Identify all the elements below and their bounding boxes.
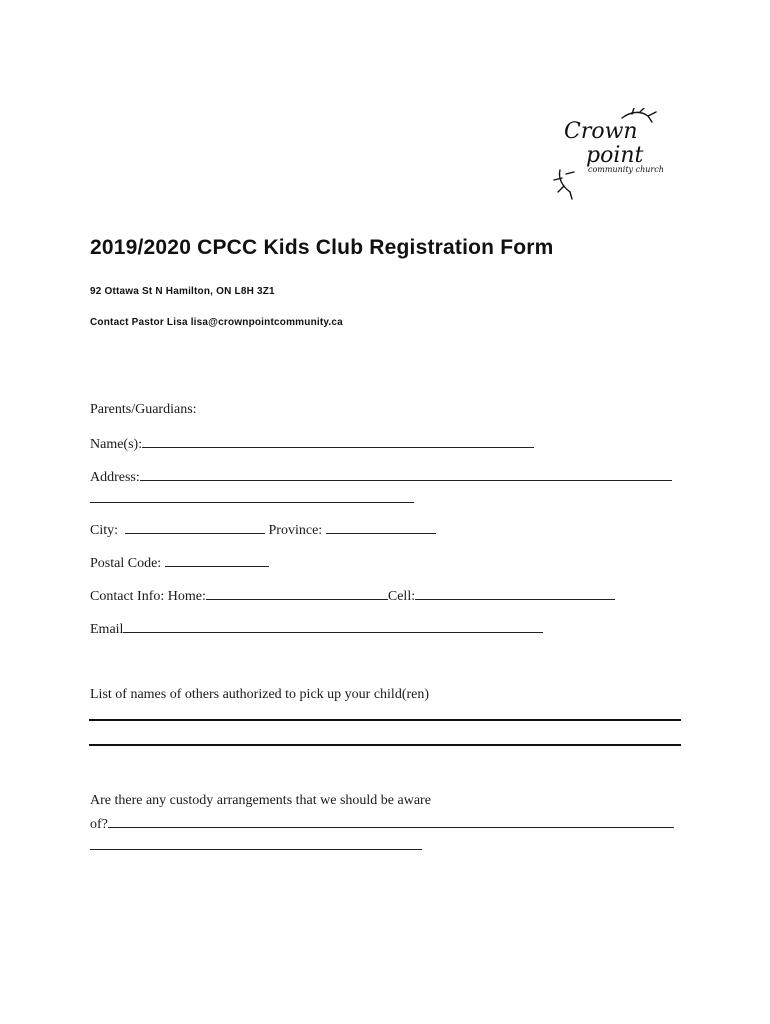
email-row: [90, 620, 543, 638]
form-title: 2019/2020 CPCC Kids Club Registration Form: [90, 236, 554, 259]
custody-row: [90, 815, 674, 833]
logo-text-crown: Crown: [564, 119, 638, 144]
church-contact: Contact Pastor Lisa lisa@crownpointcommunity.ca: [90, 317, 343, 328]
custody-question-line-2: of?: [90, 817, 108, 832]
postal-code-row: [90, 554, 269, 572]
cell-phone-input-line[interactable]: [415, 587, 615, 600]
names-label: Name(s):: [90, 437, 143, 452]
address-label: Address:: [90, 470, 140, 485]
address-row: [90, 468, 672, 486]
postal-code-label: Postal Code:: [90, 556, 162, 571]
pickup-line-2[interactable]: [89, 744, 681, 746]
custody-row-2: [90, 837, 422, 855]
postal-code-input-line[interactable]: [165, 554, 269, 567]
church-address: 92 Ottawa St N Hamilton, ON L8H 3Z1: [90, 286, 275, 297]
custody-question-line-1: Are there any custody arrangements that we should be aware: [90, 793, 431, 808]
cell-label: Cell:: [387, 589, 416, 604]
names-row: [90, 435, 534, 453]
parents-guardians-heading: Parents/Guardians:: [90, 402, 197, 417]
address-input-line-2[interactable]: [90, 490, 414, 503]
province-label: Province:: [268, 523, 323, 538]
logo-text-church: community church: [588, 165, 664, 174]
city-label: City:: [90, 523, 119, 538]
crown-point-logo: [552, 108, 664, 200]
city-province-row: [90, 521, 436, 539]
custody-input-line-1[interactable]: [108, 815, 674, 828]
contact-home-label: Contact Info: Home:: [90, 589, 206, 604]
email-input-line[interactable]: [123, 620, 543, 633]
names-input-line[interactable]: [142, 435, 534, 448]
email-label: Email: [90, 622, 124, 637]
province-input-line[interactable]: [326, 521, 436, 534]
contact-info-row: [90, 587, 615, 605]
address-row-2: [90, 490, 414, 508]
custody-input-line-2[interactable]: [90, 837, 422, 850]
home-phone-input-line[interactable]: [206, 587, 388, 600]
logo-text-point: point: [586, 143, 644, 168]
pickup-line-1[interactable]: [89, 719, 681, 721]
city-input-line[interactable]: [125, 521, 265, 534]
address-input-line-1[interactable]: [140, 468, 672, 481]
pickup-label: List of names of others authorized to pick up your child(ren): [90, 687, 430, 702]
